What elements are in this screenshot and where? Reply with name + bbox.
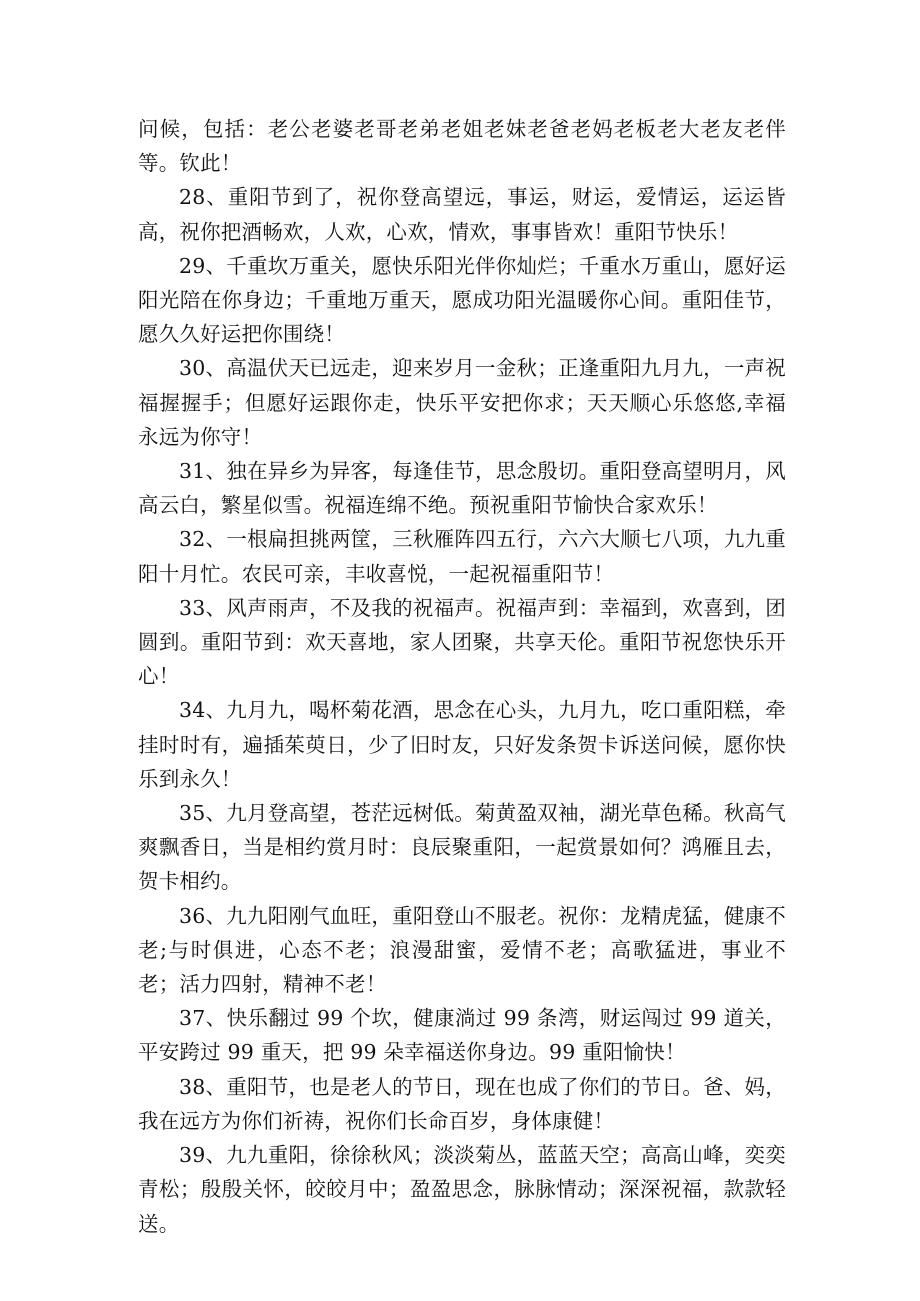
paragraph: 31、独在异乡为异客，每逢佳节，思念殷切。重阳登高望明月，风高云白，繁星似雪。祝福连绵不绝。预祝重阳节愉快合家欢乐！ (138, 459, 786, 518)
paragraph: 38、重阳节，也是老人的节日，现在也成了你们的节日。爸、妈，我在远方为你们祈祷，祝你们长命百岁，身体康健！ (138, 1074, 786, 1133)
document-body (138, 112, 786, 1241)
paragraph: 32、一根扁担挑两筐，三秋雁阵四五行，六六大顺七八项，九九重阳十月忙。农民可亲，丰收喜悦，一起祝福重阳节！ (138, 527, 786, 586)
paragraph: 34、九月九，喝杯菊花酒，思念在心头，九月九，吃口重阳糕，牵挂时时有，遍插茱萸日，少了旧时友，只好发条贺卡诉送问候，愿你快乐到永久！ (138, 698, 786, 791)
paragraph: 29、千重坎万重关，愿快乐阳光伴你灿烂；千重水万重山，愿好运阳光陪在你身边；千重地万重天，愿成功阳光温暖你心间。重阳佳节，愿久久好运把你围绕！ (138, 253, 786, 347)
paragraph: 28、重阳节到了，祝你登高望远，事运，财运，爱情运，运运皆高，祝你把酒畅欢，人欢，心欢，情欢，事事皆欢！重阳节快乐！ (138, 185, 786, 244)
paragraph: 35、九月登高望，苍茫远树低。菊黄盈双袖，湖光草色稀。秋高气爽飘香日，当是相约赏月时：良辰聚重阳，一起赏景如何？鸿雁且去，贺卡相约。 (138, 801, 786, 894)
paragraph: 36、九九阳刚气血旺，重阳登山不服老。祝你：龙精虎猛，健康不老;与时俱进，心态不老；浪漫甜蜜，爱情不老；高歌猛进，事业不老；活力四射，精神不老！ (138, 903, 786, 997)
paragraph: 33、风声雨声，不及我的祝福声。祝福声到：幸福到，欢喜到，团圆到。重阳节到：欢天喜地，家人团聚，共享天伦。重阳节祝您快乐开心！ (138, 595, 786, 689)
paragraph: 30、高温伏天已远走，迎来岁月一金秋；正逢重阳九月九，一声祝福握握手；但愿好运跟你走，快乐平安把你求；天天顺心乐悠悠,幸福永远为你守！ (138, 356, 786, 449)
paragraph: 39、九九重阳，徐徐秋风；淡淡菊丛，蓝蓝天空；高高山峰，奕奕青松；殷殷关怀，皎皎月中；盈盈思念，脉脉情动；深深祝福，款款轻送。 (138, 1143, 786, 1236)
paragraph: 问候，包括：老公老婆老哥老弟老姐老妹老爸老妈老板老大老友老伴等。钦此！ (138, 117, 786, 176)
paragraph: 37、快乐翻过 99 个坎，健康淌过 99 条湾，财运闯过 99 道关，平安跨过 99 重天，把 99 朵幸福送你身边。99 重阳愉快！ (138, 1006, 786, 1065)
